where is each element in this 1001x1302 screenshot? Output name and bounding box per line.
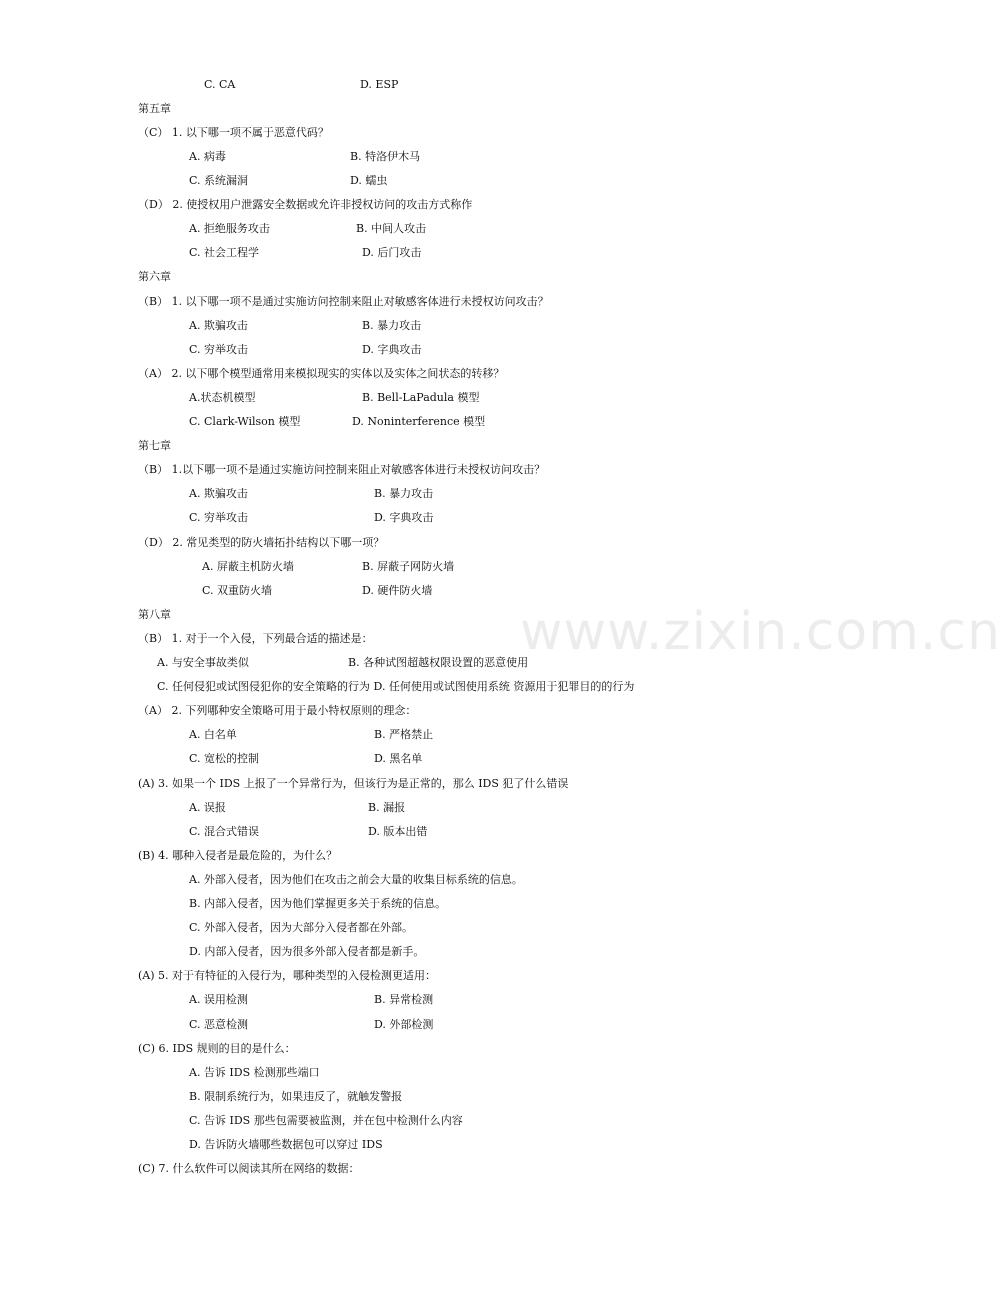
text-line: A. 误用检测 bbox=[189, 993, 248, 1006]
text-line: D. 版本出错 bbox=[368, 825, 428, 838]
text-line: 第六章 bbox=[138, 270, 171, 283]
text-line: （B） 1.以下哪一项不是通过实施访问控制来阻止对敏感客体进行未授权访问攻击？ bbox=[138, 463, 546, 476]
text-line: B. 特洛伊木马 bbox=[350, 150, 421, 163]
text-line: A. 屏蔽主机防火墙 bbox=[202, 560, 294, 573]
text-line: B. 中间人攻击 bbox=[356, 222, 427, 235]
text-line: D. 内部入侵者，因为很多外部入侵者都是新手。 bbox=[189, 945, 425, 958]
text-line: D. 字典攻击 bbox=[362, 343, 422, 356]
watermark: www.zixin.com.cn bbox=[520, 602, 1001, 662]
text-line: 第七章 bbox=[138, 439, 171, 452]
text-line: A. 告诉 IDS 检测那些端口 bbox=[189, 1066, 320, 1079]
text-line: C. 混合式错误 bbox=[189, 825, 260, 838]
text-line: D. 黑名单 bbox=[374, 752, 423, 765]
text-line: C. 系统漏洞 bbox=[189, 174, 249, 187]
text-line: A.状态机模型 bbox=[189, 391, 256, 404]
text-line: C. 告诉 IDS 那些包需要被监测，并在包中检测什么内容 bbox=[189, 1114, 463, 1127]
text-line: A. 误报 bbox=[189, 801, 226, 814]
text-line: D. ESP bbox=[360, 78, 399, 91]
text-line: (A) 3. 如果一个 IDS 上报了一个异常行为，但该行为是正常的，那么 IDS 犯了什么错误 bbox=[138, 777, 569, 790]
text-line: C. 双重防火墙 bbox=[202, 584, 273, 597]
text-line: D. 蠕虫 bbox=[350, 174, 388, 187]
text-line: A. 与安全事故类似 bbox=[157, 656, 249, 669]
text-line: C. 恶意检测 bbox=[189, 1018, 249, 1031]
text-line: B. 漏报 bbox=[368, 801, 406, 814]
text-line: D. 外部检测 bbox=[374, 1018, 434, 1031]
text-line: D. 硬件防火墙 bbox=[362, 584, 433, 597]
text-line: A. 病毒 bbox=[189, 150, 226, 163]
text-line: B. 严格禁止 bbox=[374, 728, 434, 741]
text-line: A. 拒绝服务攻击 bbox=[189, 222, 270, 235]
text-line: A. 欺骗攻击 bbox=[189, 487, 248, 500]
text-line: （B） 1. 以下哪一项不是通过实施访问控制来阻止对敏感客体进行未授权访问攻击？ bbox=[138, 295, 549, 308]
text-line: C. 宽松的控制 bbox=[189, 752, 260, 765]
text-line: （B） 1. 对于一个入侵，下列最合适的描述是： bbox=[138, 632, 373, 645]
text-line: A. 外部入侵者，因为他们在攻击之前会大量的收集目标系统的信息。 bbox=[189, 873, 523, 886]
text-line: B. 暴力攻击 bbox=[374, 487, 434, 500]
text-line: （D） 2. 常见类型的防火墙拓扑结构以下哪一项？ bbox=[138, 536, 385, 549]
text-line: C. 外部入侵者，因为大部分入侵者都在外部。 bbox=[189, 921, 414, 934]
text-line: B. Bell-LaPadula 模型 bbox=[362, 391, 480, 404]
text-line: （A） 2. 下列哪种安全策略可用于最小特权原则的理念： bbox=[138, 704, 417, 717]
text-line: C. Clark-Wilson 模型 bbox=[189, 415, 301, 428]
text-line: A. 欺骗攻击 bbox=[189, 319, 248, 332]
text-line: B. 异常检测 bbox=[374, 993, 434, 1006]
text-line: D. 后门攻击 bbox=[362, 246, 422, 259]
text-line: (B) 4. 哪种入侵者是最危险的，为什么？ bbox=[138, 849, 338, 862]
text-line: 第八章 bbox=[138, 608, 171, 621]
text-line: (A) 5. 对于有特征的入侵行为，哪种类型的入侵检测更适用： bbox=[138, 969, 437, 982]
text-line: 第五章 bbox=[138, 102, 171, 115]
text-line: B. 屏蔽子网防火墙 bbox=[362, 560, 455, 573]
text-line: B. 暴力攻击 bbox=[362, 319, 422, 332]
text-line: （A） 2. 以下哪个模型通常用来模拟现实的实体以及实体之间状态的转移？ bbox=[138, 367, 505, 380]
text-line: C. 任何侵犯或试图侵犯你的安全策略的行为 D. 任何使用或试图使用系统 资源用于犯罪目的的行为 bbox=[157, 680, 635, 693]
text-line: D. Noninterference 模型 bbox=[352, 415, 486, 428]
text-line: D. 告诉防火墙哪些数据包可以穿过 IDS bbox=[189, 1138, 383, 1151]
text-line: A. 白名单 bbox=[189, 728, 237, 741]
text-line: D. 字典攻击 bbox=[374, 511, 434, 524]
text-line: C. CA bbox=[204, 78, 236, 91]
text-line: C. 社会工程学 bbox=[189, 246, 260, 259]
text-line: (C) 6. IDS 规则的目的是什么： bbox=[138, 1042, 296, 1055]
text-line: B. 内部入侵者，因为他们掌握更多关于系统的信息。 bbox=[189, 897, 447, 910]
text-line: C. 穷举攻击 bbox=[189, 511, 249, 524]
text-line: (C) 7. 什么软件可以阅读其所在网络的数据： bbox=[138, 1162, 360, 1175]
text-line: （D） 2. 使授权用户泄露安全数据或允许非授权访问的攻击方式称作 bbox=[138, 198, 473, 211]
text-line: B. 限制系统行为，如果违反了，就触发警报 bbox=[189, 1090, 403, 1103]
text-line: B. 各种试图超越权限设置的恶意使用 bbox=[348, 656, 529, 669]
text-line: C. 穷举攻击 bbox=[189, 343, 249, 356]
text-line: （C） 1. 以下哪一项不属于恶意代码？ bbox=[138, 126, 329, 139]
